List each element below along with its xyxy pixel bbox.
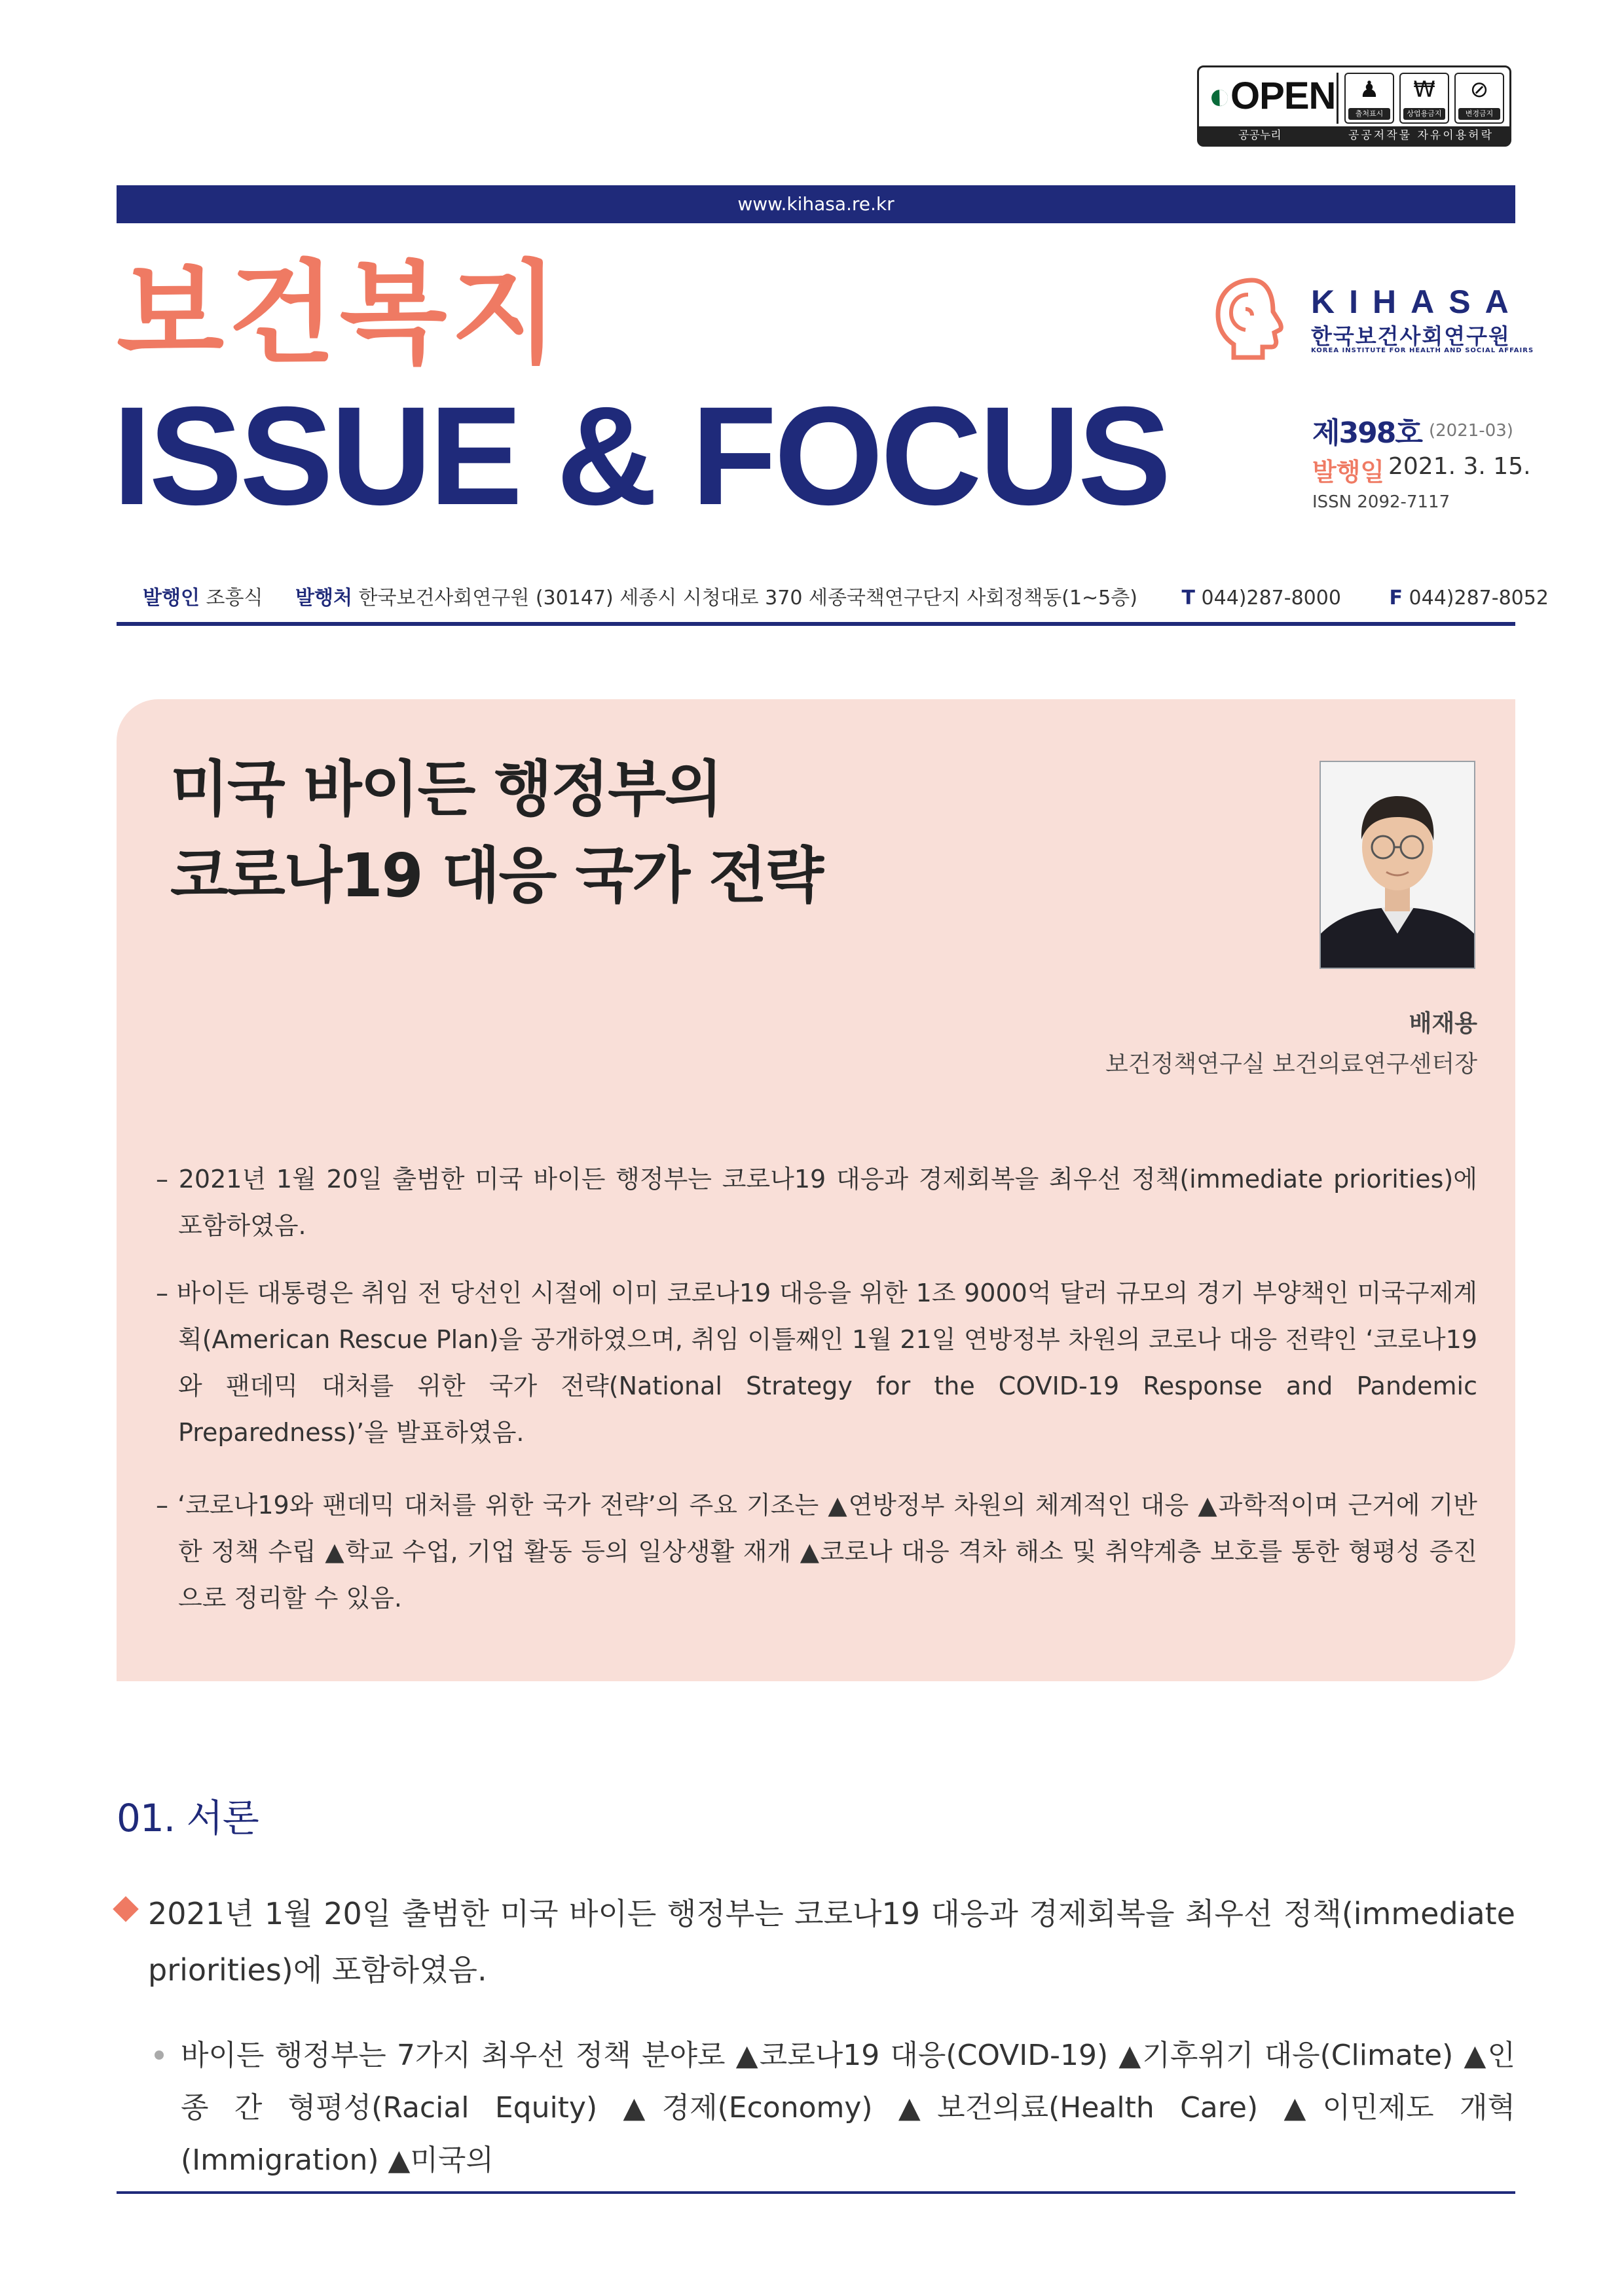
author-department: 보건정책연구실 보건의료연구센터장 [1105, 1051, 1477, 1078]
attribution-caption: 출처표시 [1348, 108, 1390, 120]
license-caption-bar [1199, 126, 1509, 145]
article-title-line2: 코로나19 대응 국가 전략 [170, 841, 822, 911]
fax-number: 044)287-8052 [1409, 587, 1549, 610]
open-license-logo: ◐OPEN [1208, 75, 1336, 117]
kihasa-head-logo-icon [1211, 275, 1283, 361]
office-label: 발행처 [295, 587, 352, 610]
issue-code: (2021-03) [1429, 421, 1513, 441]
publisher-info [143, 581, 1549, 610]
kihasa-wordmark: KIHASA [1311, 283, 1523, 320]
kihasa-english-name: KOREA INSTITUTE FOR HEALTH AND SOCIAL AFFAIRS [1311, 347, 1534, 354]
publication-date-label: 발행일 [1312, 458, 1385, 486]
author-name: 배재용 [1409, 1010, 1477, 1037]
article-title [170, 746, 822, 919]
author-photo [1320, 761, 1475, 969]
license-divider [1337, 73, 1338, 124]
summary-item: – ‘코로나19와 팬데믹 대처를 위한 국가 전략’의 주요 기조는 ▲연방정부 차원의 체계적인 대응 ▲과학적이며 근거에 기반한 정책 수립 ▲학교 수업, 기업 활동 등의 일상생활 재개 ▲코로나 대응 격차 해소 및 취약계층 보호를 통한 형평성 증진으로 정리할 수 있음. [156, 1491, 1477, 1613]
no-commercial-caption: 상업용금지 [1403, 108, 1445, 120]
body-sub-bullet-text: 바이든 행정부는 7가지 최우선 정책 분야로 ▲코로나19 대응(COVID-19) ▲기후위기 대응(Climate) ▲인종 간 형평성(Racial Equity) ▲경제(Economy) ▲보건의료(Health Care) ▲이민제도 개혁(Immigration) ▲미국의 [181, 2039, 1515, 2177]
kihasa-korean-name: 한국보건사회연구원 [1311, 323, 1511, 349]
publication-title-english: ISSUE & FOCUS [113, 378, 1169, 534]
summary-item: – 바이든 대통령은 취임 전 당선인 시절에 이미 코로나19 대응을 위한 1조 9000억 달러 규모의 경기 부양책인 미국구제계획(American Rescue Plan)을 공개하였으며, 취임 이틀째인 1월 21일 연방정부 차원의 코로나 대응 전략인 ‘코로나19와 팬데믹 대처를 위한 국가 전략(National Strategy for the COVID-19 Response and Pandemic Preparedness)’을 발표하였음. [156, 1279, 1477, 1447]
tel-number: 044)287-8000 [1201, 587, 1341, 610]
page-bottom-divider [117, 2191, 1515, 2194]
body-bullet [117, 1886, 1515, 1998]
publisher-label: 발행인 [143, 587, 200, 610]
diamond-bullet-icon [113, 1896, 139, 1922]
article-title-line1: 미국 바이든 행정부의 [170, 754, 722, 824]
license-left-caption: 공공누리 [1238, 129, 1282, 142]
issue-number: 제398호 [1312, 416, 1422, 450]
publication-date: 2021. 3. 15. [1388, 453, 1531, 480]
dot-bullet-icon [155, 2050, 164, 2060]
publication-title-korean: 보건복지 [117, 249, 563, 379]
summary-item: – 2021년 1월 20일 출범한 미국 바이든 행정부는 코로나19 대응과 경제회복을 최우선 정책(immediate priorities)에 포함하였음. [156, 1165, 1477, 1240]
section-heading: 01. 서론 [117, 1796, 259, 1840]
fax-label: F [1389, 587, 1403, 610]
tel-label: T [1181, 587, 1195, 610]
open-license-badge [1197, 65, 1511, 147]
issn: ISSN 2092-7117 [1312, 492, 1450, 512]
attribution-icon: ♟ 출처표시 [1344, 73, 1394, 124]
no-derivatives-caption: 변경금지 [1458, 108, 1500, 120]
office-address: 한국보건사회연구원 (30147) 세종시 시청대로 370 세종국책연구단지 사회정책동(1~5층) [358, 587, 1137, 610]
header-divider [117, 622, 1515, 626]
website-url[interactable]: www.kihasa.re.kr [117, 185, 1515, 223]
body-bullet-text: 2021년 1월 20일 출범한 미국 바이든 행정부는 코로나19 대응과 경제회복을 최우선 정책(immediate priorities)에 포함하였음. [148, 1896, 1515, 1988]
body-sub-bullet [151, 2030, 1515, 2187]
no-commercial-icon: ₩ 상업용금지 [1399, 73, 1449, 124]
no-derivatives-icon: ⊘ 변경금지 [1454, 73, 1504, 124]
publisher-name: 조흥식 [206, 587, 263, 610]
license-right-caption: 공공저작물 자유이용허락 [1348, 129, 1494, 142]
